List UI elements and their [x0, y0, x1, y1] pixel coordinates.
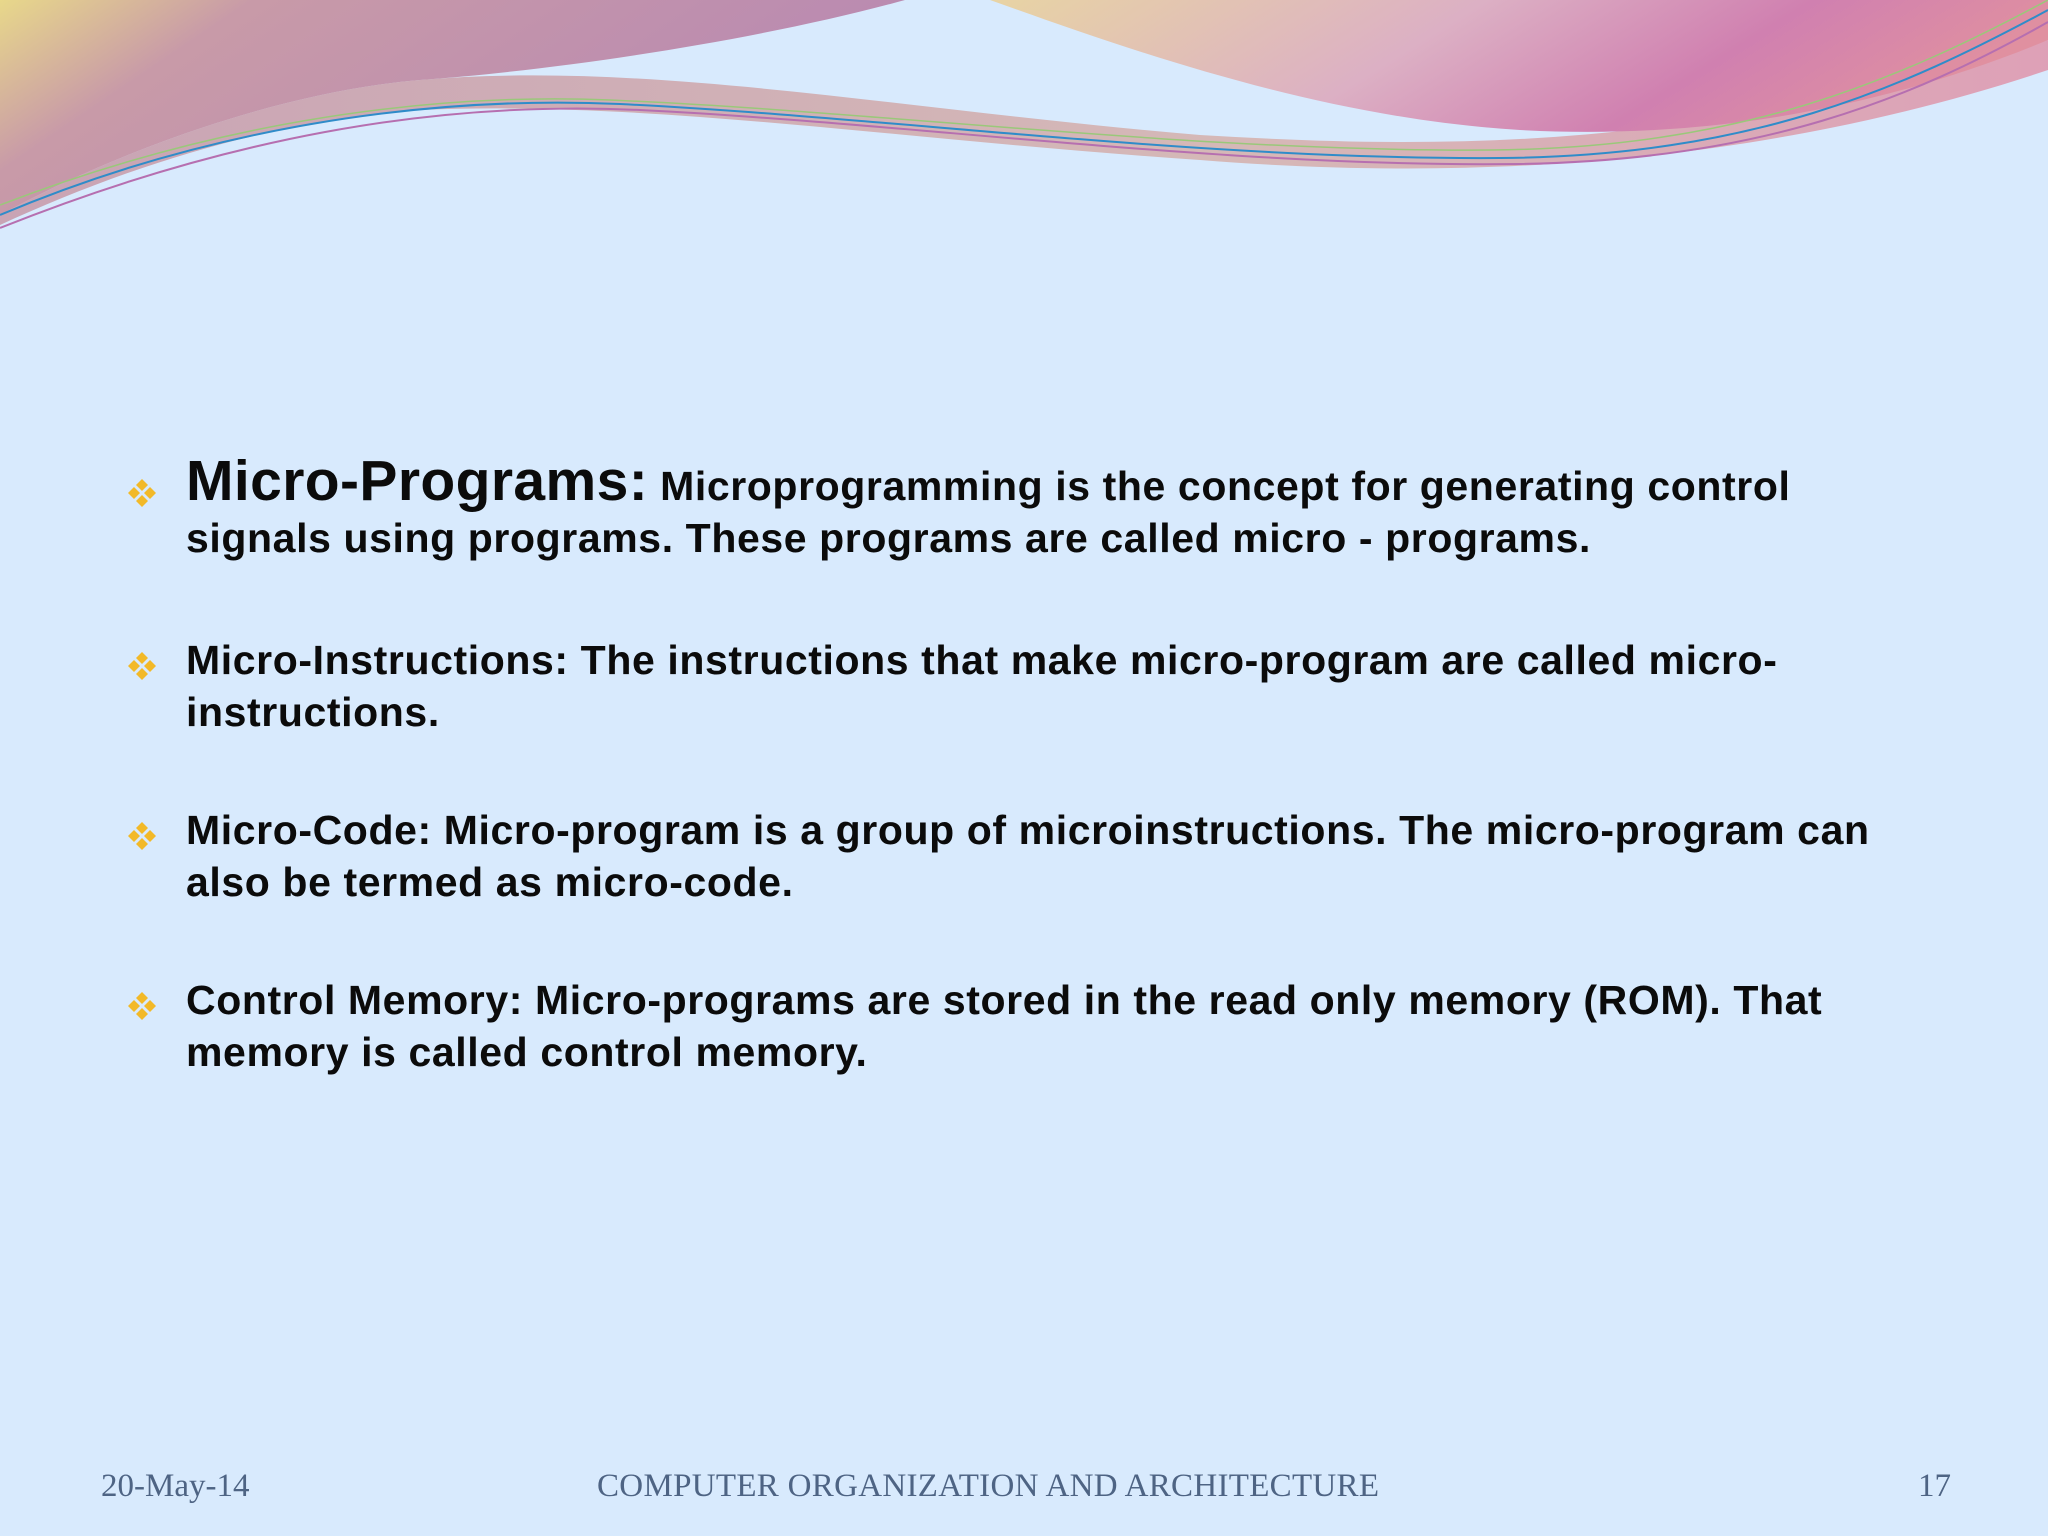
bullet-term: Control Memory:	[186, 977, 523, 1023]
bullet-micro-code	[122, 804, 1922, 908]
slide-footer	[0, 1460, 2048, 1510]
bullet-term: Micro-Instructions:	[186, 637, 569, 683]
bullet-term: Micro-Code:	[186, 807, 432, 853]
bullet-micro-instructions	[122, 634, 1922, 738]
bullet-text: Micro-program is a group of microinstructions. The micro-program can also be termed as micro-code.	[186, 807, 1870, 905]
diamond-bullet-icon	[124, 648, 160, 684]
footer-date: 20-May-14	[101, 1468, 250, 1504]
bullet-text: The instructions that make micro-program are called micro-instructions.	[186, 637, 1778, 735]
bullet-term: Micro-Programs:	[186, 449, 649, 513]
header-wave-decoration	[0, 0, 2048, 260]
bullet-control-memory	[122, 974, 1922, 1078]
diamond-bullet-icon	[124, 988, 160, 1024]
bullet-list	[122, 449, 1922, 1144]
bullet-text: Micro-programs are stored in the read only memory (ROM). That memory is called control memory.	[186, 977, 1823, 1075]
bullet-text: Microprogramming is the concept for generating control signals using programs. These programs are called micro - programs.	[186, 463, 1791, 561]
diamond-bullet-icon	[124, 818, 160, 854]
footer-title: COMPUTER ORGANIZATION AND ARCHITECTURE	[597, 1468, 1380, 1504]
page-number: 17	[1918, 1468, 1951, 1504]
diamond-bullet-icon	[124, 475, 160, 511]
bullet-micro-programs	[122, 449, 1922, 564]
